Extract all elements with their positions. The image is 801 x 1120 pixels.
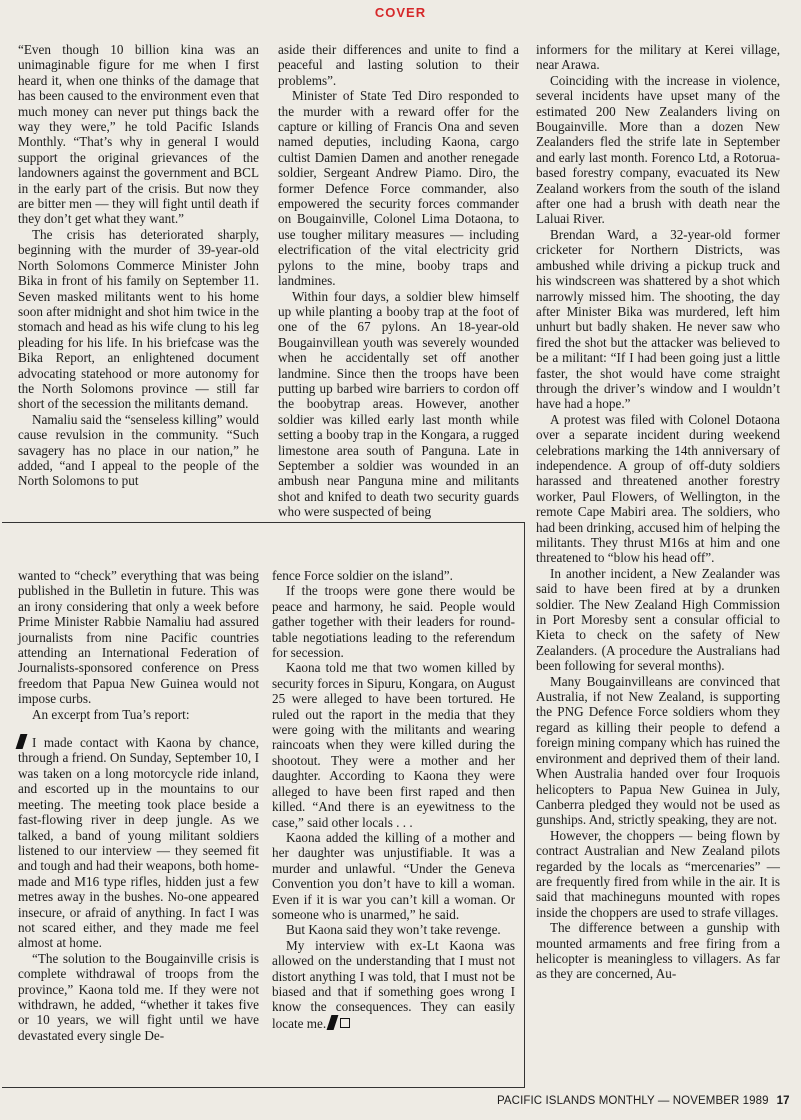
article-paragraph: Within four days, a soldier blew himself up while planting a booby trap at the foot of one of the 67 pylons. An 18-year-old Bougainvillean youth was severely wounded when he accidentally set off another landmine. Since then the troops have been putting up barbed wire barriers to cordon off the boobytrap areas. However, another soldier was killed early last month while setting a booby trap in the Kongara, a rugged limestone area south of Panguna. Late in September a soldier was wounded in an ambush near Panguna mine and militants shot and knifed to death two security guards who were suspected of being: [278, 288, 519, 520]
article-paragraph: In another incident, a New Zealander was said to have been fired at by a drunken soldier. The New Zealand High Commission in Port Moresby sent a consular official to Kieta to check on the safety of New Zealanders. (A procedure the Australians had been following for several months).: [536, 565, 780, 674]
inset-column-2: [272, 568, 515, 1031]
inset-paragraph: wanted to “check” everything that was being published in the Bulletin in future. This was an irony considering that only a week before Prime Minister Rabbie Namaliu had assured journalists from nine Pacific countries attending an International Federation of Journalists-sponsored conference on Press freedom that Papua New Guinea would not impose curbs.: [18, 568, 259, 707]
article-column-3: [536, 42, 780, 982]
inset-closing-paragraph: [272, 938, 515, 1031]
article-paragraph: Namaliu said the “senseless killing” would cause revulsion in the community. “Such savagery has no place in our nation,” he added, “and I appeal to the people of the North Solomons to put: [18, 411, 259, 489]
article-paragraph: Brendan Ward, a 32-year-old former cricketer for Northern Districts, was ambushed while driving a pickup truck and his windscreen was shattered by a shot which narrowly missed him. The shooting, the day after Minister Bika was murdered, left him unhurt but badly shaken. He never saw who fired the shot but the attacker was believed to be a militant: “If I had been going just a little faster, the shot would have come straight through the driver’s window and I wouldn’t have had a hope.”: [536, 226, 780, 412]
quote-marker-icon: [16, 734, 28, 749]
inset-paragraph: If the troops were gone there would be peace and harmony, he said. People would gather together with their leaders for round-table negotiations leading to the referendum for secession.: [272, 583, 515, 661]
section-label: COVER: [374, 5, 427, 20]
end-box-icon: [340, 1018, 350, 1028]
inset-report-text: I made contact with Kaona by chance, through a friend. On Sunday, September 10, I was taken on a long motorcycle ride inland, and escorted up in the mountains to our meeting. The meeting took place beside a fast-flowing river in deep jungle. As we talked, a band of young militant soldiers listened to our interview — they seemed fit and tough and had their weapons, both home-made and M16 type rifles, hidden just a few metres away in the bushes. No-one appeared insecure, or afraid of anything. In fact I was not scared either, and they made me feel almost at home.: [18, 735, 259, 951]
article-paragraph: aside their differences and unite to find a peaceful and lasting solution to their problems”.: [278, 42, 519, 88]
end-marker-icon: [327, 1015, 339, 1030]
inset-paragraph: “The solution to the Bougainville crisis is complete withdrawal of troops from the province,” Kaona told me. If they were not withdrawn, he added, “whether it takes five or 10 years, we will fight until we have devastated every single De-: [18, 950, 259, 1043]
article-paragraph: Minister of State Ted Diro responded to the murder with a reward offer for the capture or killing of Francis Ona and seven named deputies, including Kaona, cargo cultist Damien Damen and another renegade soldier, Sergeant Andrew Piamo. Diro, the former Defence Force commander, also empowered the security forces commander on Bougainville, Colonel Lima Dotaona, to use tougher military measures — including electrification of the vital electricity grid pylons to the mine, booby traps and landmines.: [278, 88, 519, 289]
footer-publication: PACIFIC ISLANDS MONTHLY — NOVEMBER 1989: [497, 1095, 769, 1107]
article-column-1: [18, 42, 259, 489]
inset-paragraph: Kaona told me that two women killed by security forces in Sipuru, Kongara, on August 25 were alleged to have been tortured. He ruled out the raport in the media that they were going with the militants and wearing raincoats when they were killed during the shootout. They were a mother and her daughter. According to Kaona they were alleged to have been first raped and then killed. “And there is an eyewitness to the case,” said other locals . . .: [272, 660, 515, 830]
article-paragraph: Many Bougainvilleans are convinced that Australia, if not New Zealand, is supporting the PNG Defence Force soldiers whom they regard as killing their people to defend a foreign mining company which has ruined the environment and deprived them of their land. When Australia handed over four Iroquois helicopters to Papua New Guinea in July, Canberra pledged they would not be used as gunships. And, strictly speaking, they are not.: [536, 673, 780, 828]
inset-report-paragraph: [18, 734, 259, 951]
article-column-2: [278, 42, 519, 520]
article-paragraph: However, the choppers — being flown by contract Australian and New Zealand pilots regarded by the locals as “mercenaries” — are frequently fired from while in the air. It is said that machineguns mounted with ropes inside the choppers are used to strafe villages.: [536, 827, 780, 920]
article-paragraph: A protest was filed with Colonel Dotaona over a separate incident during weekend celebrations marking the 14th anniversary of independence. A group of off-duty soldiers harassed and threatened another forestry worker, Paul Flowers, of Wellington, in the remote Cape Mabiri area. The soldiers, who had been drinking, accused him of helping the militants. They thrust M16s at him and one threatened to “blow his head off”.: [536, 411, 780, 566]
inset-paragraph: An excerpt from Tua’s report:: [32, 706, 190, 722]
inset-closing-text: My interview with ex-Lt Kaona was allowed on the understanding that I must not distort anything I was told, that I must not be biased and that if something goes wrong I know the consequences. They can easily locate me.: [272, 937, 515, 1031]
page-footer: [497, 1095, 790, 1107]
article-paragraph: The crisis has deteriorated sharply, beginning with the murder of 39-year-old North Solomons Commerce Minister John Bika in front of his family on September 11. Seven masked militants went to his home soon after midnight and shot him twice in the stomach and head as his wife clung to his leg pleading for his life. In his briefcase was the Bika Report, an enlightened document advocating statehood or more autonomy for the North Solomons province — still far short of the secession the militants demand.: [18, 226, 259, 412]
inset-column-1: [18, 568, 259, 1043]
article-paragraph: “Even though 10 billion kina was an unimaginable figure for me when I first heard it, when one thinks of the damage that has been caused to the environment even that much money can never put things back the way they were,” he told Pacific Islands Monthly. “That’s why in general I would support the original grievances of the landowners against the government and BCL in the early part of the crisis. But now they are bitter men — they will fight until death if they don’t get what they want.”: [18, 42, 259, 227]
article-paragraph: informers for the military at Kerei village, near Arawa.: [536, 42, 780, 73]
inset-paragraph: Kaona added the killing of a mother and her daughter was unjustifiable. It was a murder and unlawful. “Under the Geneva Convention you don’t have to kill a woman. Even if it is war you can’t kill a woman. Or someone who is unarmed,” he said.: [272, 829, 515, 922]
article-paragraph: The difference between a gunship with mounted armaments and free firing from a helicopter is meaningless to villagers. As far as they are concerned, Au-: [536, 920, 780, 982]
inset-paragraph: But Kaona said they won’t take revenge.: [286, 922, 501, 938]
page-number: 17: [776, 1095, 790, 1107]
article-paragraph: Coinciding with the increase in violence, several incidents have upset many of the estimated 200 New Zealanders living on Bougainville. More than a dozen New Zealanders fled the strife late in September and early last month. Forenco Ltd, a Rotorua-based forestry company, evacuated its New Zealand workers from the south of the island after one had a brush with death near the Laluai River.: [536, 72, 780, 227]
inset-paragraph: fence Force soldier on the island”.: [272, 568, 453, 583]
